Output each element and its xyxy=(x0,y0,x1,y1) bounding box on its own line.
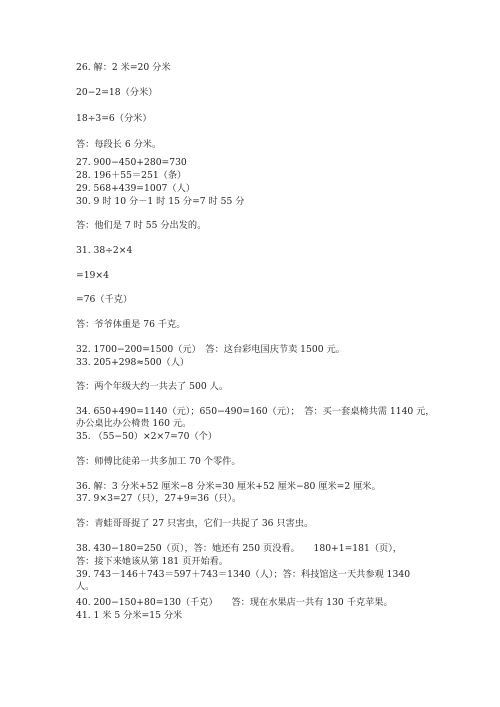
text-line: 31. 38÷2×4 xyxy=(76,245,133,256)
text-line: 26. 解：2 米=20 分米 xyxy=(76,62,171,73)
text-line: 答：每段长 6 分米。 xyxy=(76,139,162,150)
text-line: 39. 743－146＋743＝597＋743＝1340（人）；答：科技馆这一天共参观 1340 xyxy=(76,569,411,580)
text-line: 36. 解：3 分米+52 厘米−8 分米=30 厘米+52 厘米−80 厘米=2 厘米。 xyxy=(76,481,381,492)
text-line: 30. 9 时 10 分－1 时 15 分=7 时 55 分 xyxy=(76,196,245,207)
text-line: =76（千克） xyxy=(76,294,133,305)
text-line: 35. （55−50）×2×7=70（个） xyxy=(76,431,218,442)
text-line: 答：青蛙哥哥捉了 27 只害虫，它们一共捉了 36 只害虫。 xyxy=(76,518,314,529)
text-line: 29. 568+439=1007（人） xyxy=(76,183,195,194)
text-line: 33. 205+298≈500（人） xyxy=(76,357,190,368)
text-line: 答：爷爷体重是 76 千克。 xyxy=(76,319,186,330)
text-line: 34. 650+490=1140（元）；650−490=160（元）； 答：买一套桌椅共需 1140 元， xyxy=(76,406,435,417)
text-line: 答：接下来她该从第 181 页开始看。 xyxy=(76,556,229,567)
text-line: 20−2=18（分米） xyxy=(76,87,158,98)
text-line: 38. 430−180=250（页），答：她还有 250 页没看。 180+1=181（页）， xyxy=(76,543,402,554)
text-line: 18÷3=6（分米） xyxy=(76,113,152,124)
text-line: 28. 196＋55＝251（条） xyxy=(76,170,187,181)
text-line: 答：师傅比徒弟一共多加工 70 个零件。 xyxy=(76,456,241,467)
text-line: 人。 xyxy=(76,581,95,592)
text-line: 41. 1 米 5 分米=15 分米 xyxy=(76,610,183,621)
text-line: 办公桌比办公椅贵 160 元。 xyxy=(76,418,192,429)
text-line: 37. 9×3=27（只），27+9=36（只）。 xyxy=(76,493,242,504)
text-line: 答：两个年级大约一共去了 500 人。 xyxy=(76,381,229,392)
text-line: 答：他们是 7 时 55 分出发的。 xyxy=(76,220,207,231)
text-line: 40. 200−150+80=130（千克） 答：现在水果店一共有 130 千克苹果。 xyxy=(76,597,393,608)
text-line: 32. 1700−200=1500（元） 答：这台彩电国庆节卖 1500 元。 xyxy=(76,344,345,355)
text-line: =19×4 xyxy=(76,270,109,281)
text-line: 27. 900−450+280=730 xyxy=(76,157,187,168)
